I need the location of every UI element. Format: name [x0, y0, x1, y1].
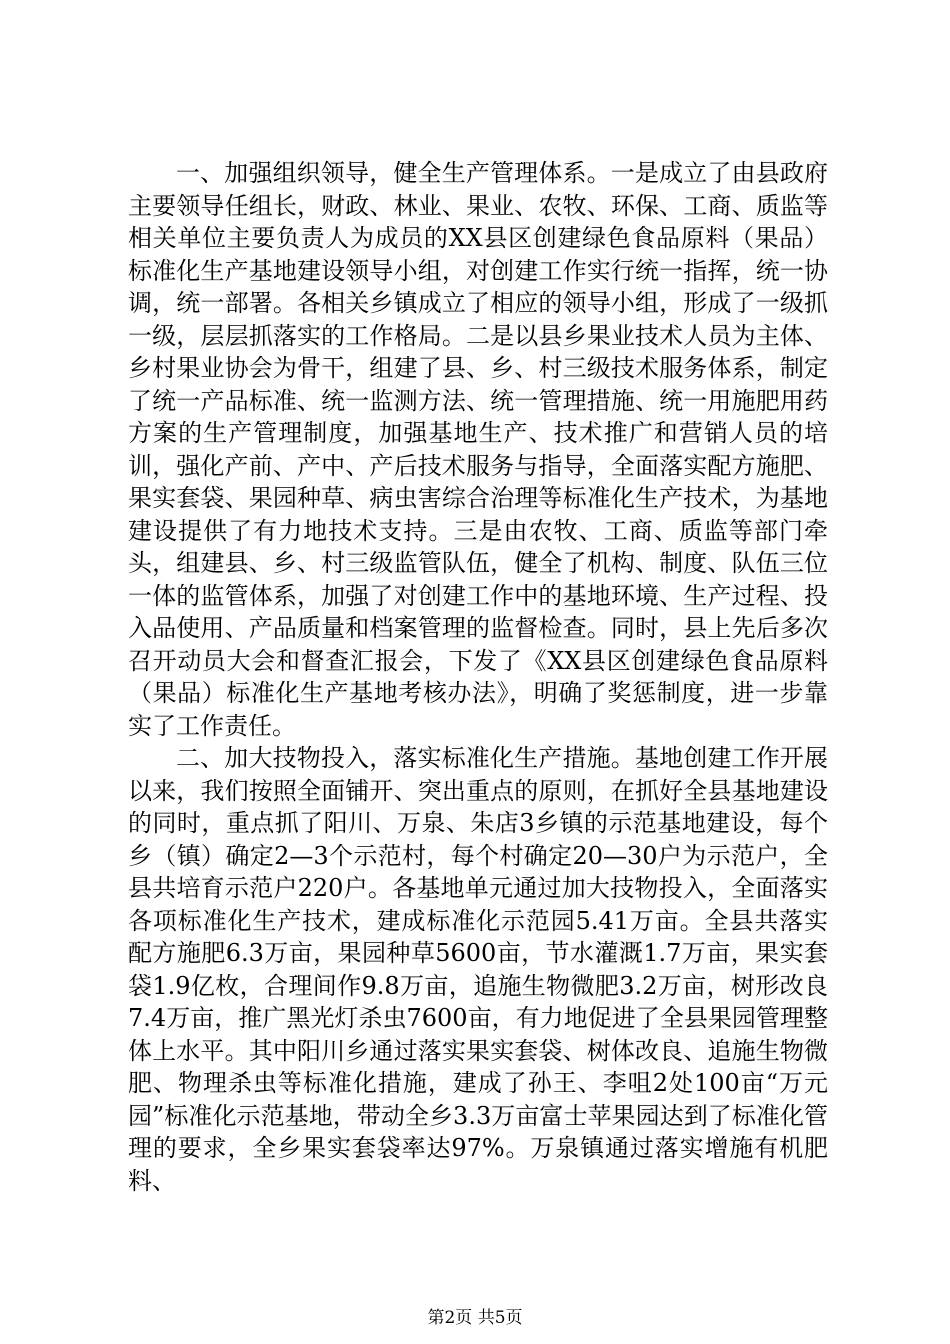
paragraph-2: 二、加大技物投入，落实标准化生产措施。基地创建工作开展以来，我们按照全面铺开、突出重点的原则，在抓好全县基地建设的同时，重点抓了阳川、万泉、朱店3乡镇的示范基地建设，每个乡（镇）确定2—3个示范村，每个村确定20—30户为示范户，全县共培育示范户220户。各基地单元通过加大技物投入，全面落实各项标准化生产技术，建成标准化示范园5.41万亩。全县共落实配方施肥6.3万亩，果园种草5600亩，节水灌溉1.7万亩，果实套袋1.9亿枚，合理间作9.8万亩，追施生物微肥3.2万亩，树形改良7.4万亩，推广黑光灯杀虫7600亩，有力地促进了全县果园管理整体上水平。其中阳川乡通过落实果实套袋、树体改良、追施生物微肥、物理杀虫等标准化措施，建成了孙王、李咀2处100亩“万元园”标准化示范基地，带动全乡3.3万亩富士苹果园达到了标准化管理的要求，全乡果实套袋率达97%。万泉镇通过落实增施有机肥料、 [128, 744, 828, 1195]
paragraph-1: 一、加强组织领导，健全生产管理体系。一是成立了由县政府主要领导任组长，财政、林业、果业、农牧、环保、工商、质监等相关单位主要负责人为成员的XX县区创建绿色食品原料（果品）标准化生产基地建设领导小组，对创建工作实行统一指挥，统一协调，统一部署。各相关乡镇成立了相应的领导小组，形成了一级抓一级，层层抓落实的工作格局。二是以县乡果业技术人员为主体、乡村果业协会为骨干，组建了县、乡、村三级技术服务体系，制定了统一产品标准、统一监测方法、统一管理措施、统一用施肥用药方案的生产管理制度，加强基地生产、技术推广和营销人员的培训，强化产前、产中、产后技术服务与指导，全面落实配方施肥、果实套袋、果园种草、病虫害综合治理等标准化生产技术，为基地建设提供了有力地技术支持。三是由农牧、工商、质监等部门牵头，组建县、乡、村三级监管队伍，健全了机构、制度、队伍三位一体的监管体系，加强了对创建工作中的基地环境、生产过程、投入品使用、产品质量和档案管理的监督检查。同时，县上先后多次召开动员大会和督查汇报会，下发了《XX县区创建绿色食品原料（果品）标准化生产基地考核办法》，明确了奖惩制度，进一步靠实了工作责任。 [128, 159, 828, 740]
page-number-footer: 第2页 共5页 [427, 1308, 523, 1328]
document-body [128, 157, 828, 1197]
